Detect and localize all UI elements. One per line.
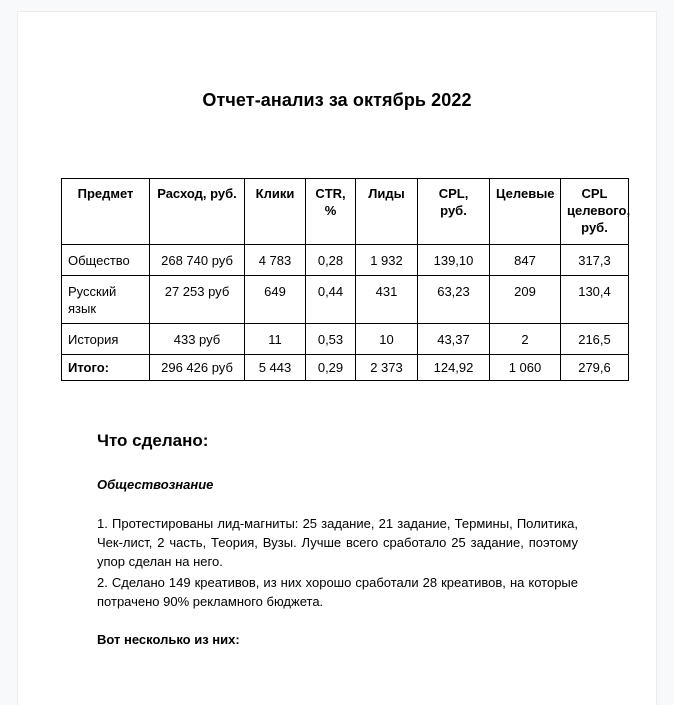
- cell-ctr: 0,28: [306, 245, 356, 276]
- cell-cpl: 43,37: [418, 324, 490, 355]
- cell-cpl: 139,10: [418, 245, 490, 276]
- footer-heading: Вот несколько из них:: [97, 632, 240, 647]
- total-target: 1 060: [490, 355, 561, 381]
- total-leads: 2 373: [356, 355, 418, 381]
- cell-cpl: 63,23: [418, 276, 490, 324]
- cell-ctr: 0,44: [306, 276, 356, 324]
- list-item: 2. Сделано 149 креативов, из них хорошо сработали 28 креативов, на которые потрачено 90% рекламного бюджета.: [97, 575, 578, 609]
- document-page: [18, 12, 656, 705]
- section-subheading: Обществознание: [97, 477, 214, 492]
- total-clicks: 5 443: [245, 355, 306, 381]
- header-leads: Лиды: [356, 179, 418, 245]
- cell-target: 2: [490, 324, 561, 355]
- total-cpl-target: 279,6: [561, 355, 629, 381]
- cell-leads: 1 932: [356, 245, 418, 276]
- cell-clicks: 11: [245, 324, 306, 355]
- table-row: [62, 245, 629, 276]
- header-ctr: CTR, %: [306, 179, 356, 245]
- table-total-row: [62, 355, 629, 381]
- header-cpl-target: CPL целевого, руб.: [561, 179, 629, 245]
- section-heading: Что сделано:: [97, 431, 209, 450]
- list-item: 1. Протестированы лид-магниты: 25 задание, 21 задание, Термины, Политика, Чек-лист, 2 часть, Теория, Вузы. Лучше всего сработало 25 задание, поэтому упор сделан на него.: [97, 516, 578, 569]
- cell-subject: Русский язык: [62, 276, 150, 324]
- document-title: Отчет-анализ за октябрь 2022: [202, 90, 472, 110]
- total-expense: 296 426 руб: [150, 355, 245, 381]
- cell-cpl-target: 130,4: [561, 276, 629, 324]
- header-subject: Предмет: [62, 179, 150, 245]
- cell-target: 209: [490, 276, 561, 324]
- cell-expense: 27 253 руб: [150, 276, 245, 324]
- cell-expense: 433 руб: [150, 324, 245, 355]
- cell-leads: 431: [356, 276, 418, 324]
- table-row: [62, 276, 629, 324]
- table-header-row: [62, 179, 629, 245]
- total-cpl: 124,92: [418, 355, 490, 381]
- cell-cpl-target: 317,3: [561, 245, 629, 276]
- table-row: [62, 324, 629, 355]
- cell-cpl-target: 216,5: [561, 324, 629, 355]
- cell-expense: 268 740 руб: [150, 245, 245, 276]
- header-clicks: Клики: [245, 179, 306, 245]
- cell-subject: История: [62, 324, 150, 355]
- cell-clicks: 4 783: [245, 245, 306, 276]
- total-ctr: 0,29: [306, 355, 356, 381]
- report-table: [61, 178, 629, 381]
- cell-subject: Общество: [62, 245, 150, 276]
- cell-ctr: 0,53: [306, 324, 356, 355]
- cell-clicks: 649: [245, 276, 306, 324]
- cell-leads: 10: [356, 324, 418, 355]
- header-target: Целевые: [490, 179, 561, 245]
- header-expense: Расход, руб.: [150, 179, 245, 245]
- header-cpl: CPL, руб.: [418, 179, 490, 245]
- total-label: Итого:: [62, 355, 150, 381]
- cell-target: 847: [490, 245, 561, 276]
